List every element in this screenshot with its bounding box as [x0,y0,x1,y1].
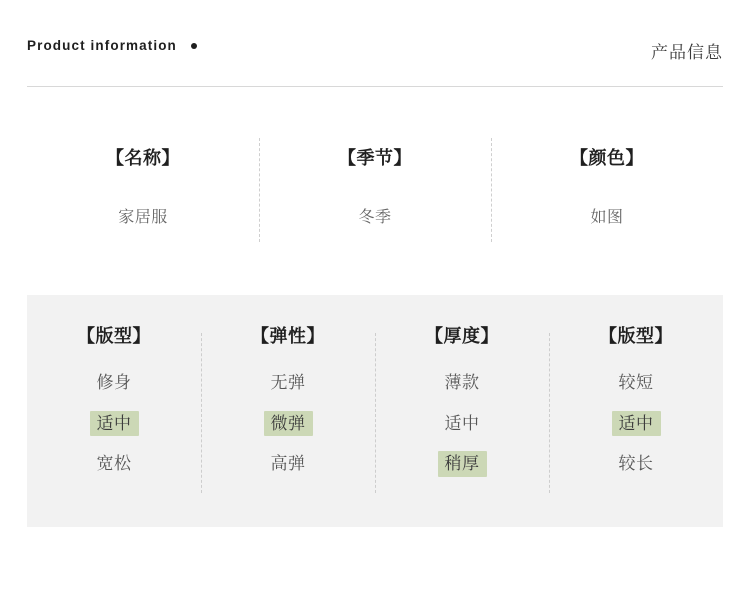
spec-value: 家居服 [118,209,168,226]
option-list [438,370,487,477]
spec-column-color [491,120,723,248]
spec-column-season [259,120,491,248]
spec-label: 【版型】 [599,326,673,346]
spec-top-table [27,120,723,248]
option-item: 薄款 [444,373,480,392]
option-item-selected: 适中 [612,411,661,437]
spec-value: 如图 [590,209,624,226]
section-header [27,38,723,87]
spec-value: 冬季 [358,209,392,226]
option-item: 适中 [444,413,480,433]
spec-label: 【版型】 [77,326,151,346]
option-list [90,370,139,477]
spec-label: 【季节】 [338,148,412,168]
page-title-en: Product information [27,38,177,53]
option-item: 无弹 [270,373,306,392]
spec-column-elasticity [201,295,375,527]
option-item-selected: 适中 [90,411,139,437]
spec-column-fit [27,295,201,527]
page-title-cn: 产品信息 [651,43,723,62]
spec-label: 【弹性】 [251,326,325,346]
spec-label: 【名称】 [106,148,180,168]
option-item: 较短 [618,373,654,392]
option-item-selected: 微弹 [264,411,313,437]
spec-label: 【厚度】 [425,326,499,346]
bullet-dot-icon [191,43,197,49]
spec-column-name [27,120,259,248]
option-item: 宽松 [96,454,132,474]
spec-label: 【颜色】 [570,148,644,168]
option-list [264,370,313,477]
option-item: 较长 [618,454,654,474]
header-left-group [27,38,197,53]
option-item: 高弹 [270,454,306,474]
option-item-selected: 稍厚 [438,451,487,477]
spec-column-length [549,295,723,527]
spec-bottom-panel [27,295,723,527]
option-item: 修身 [96,373,132,392]
option-list [612,370,661,477]
spec-column-thickness [375,295,549,527]
